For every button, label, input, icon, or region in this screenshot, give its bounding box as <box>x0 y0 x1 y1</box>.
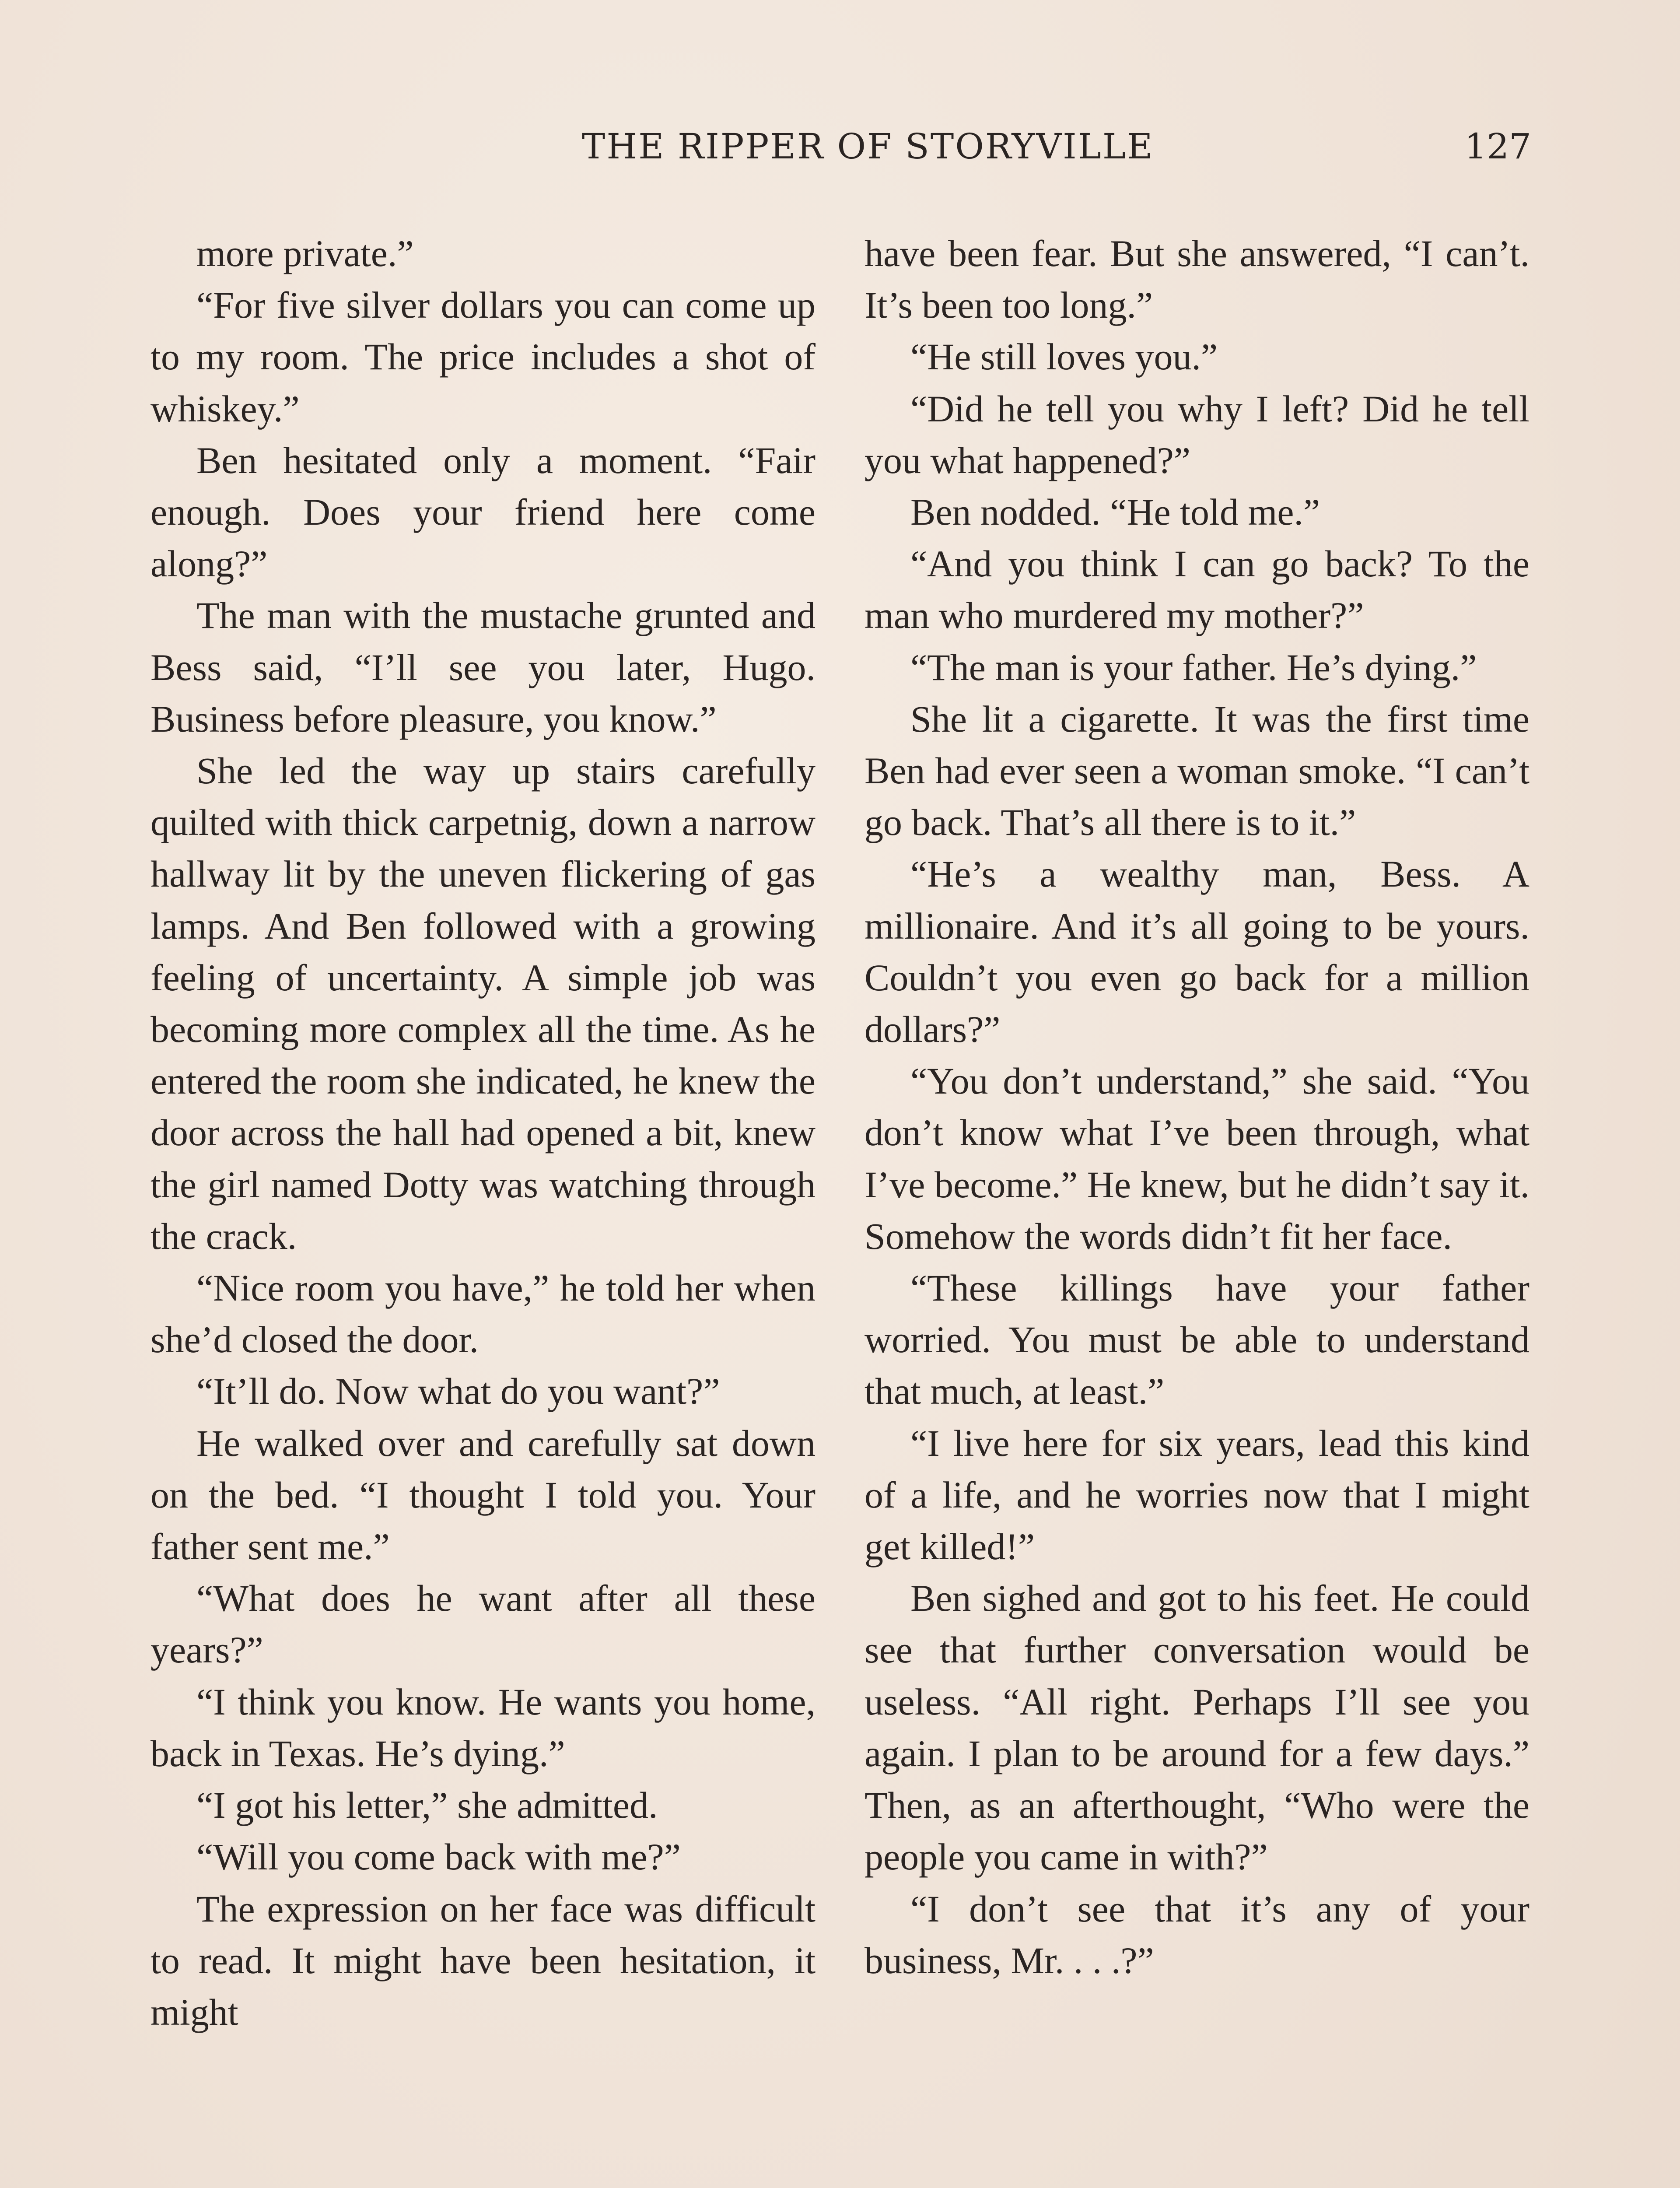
paragraph: She led the way up stairs carefully quilted with thick carpetnig, down a narrow hallway lit by the uneven flickering of gas lamps. And Ben followed with a growing feeling of uncertainty. A simple job was becoming more complex all the time. As he entered the room she indicated, he knew the door across the hall had opened a bit, knew the girl named Dotty was watching through the crack. <box>150 750 816 1257</box>
paragraph: The man with the mustache grunted and Bess said, “I’ll see you later, Hugo. Business before pleasure, you know.” <box>150 594 816 740</box>
paragraph: “What does he want after all these years?” <box>150 1577 816 1671</box>
page-number: 127 <box>1464 126 1531 167</box>
paragraph: “I live here for six years, lead this kind of a life, and he worries now that I might get killed!” <box>864 1422 1530 1568</box>
left-column <box>150 228 816 2038</box>
running-title: THE RIPPER OF STORYVILLE <box>582 126 1154 167</box>
paragraph: have been fear. But she answered, “I can’t. It’s been too long.” <box>864 232 1530 326</box>
paragraph: “For five silver dollars you can come up to my room. The price includes a shot of whiskey.” <box>150 284 816 430</box>
paragraph: “He still loves you.” <box>910 336 1218 378</box>
paragraph: Ben nodded. “He told me.” <box>910 491 1320 533</box>
paragraph: “The man is your father. He’s dying.” <box>910 646 1477 688</box>
paragraph: The expression on her face was difficult to read. It might have been hesitation, it might <box>150 1887 816 2033</box>
paragraph: “These killings have your father worried. You must be able to understand that much, at least.” <box>864 1267 1530 1413</box>
paragraph: “I don’t see that it’s any of your business, Mr. . . .?” <box>864 1887 1530 1981</box>
paragraph: “And you think I can go back? To the man who murdered my mother?” <box>864 543 1530 637</box>
paragraph: “I got his letter,” she admitted. <box>196 1784 658 1827</box>
paragraph: “It’ll do. Now what do you want?” <box>196 1370 720 1413</box>
right-column <box>864 228 1530 1986</box>
paragraph: She lit a cigarette. It was the first time Ben had ever seen a woman smoke. “I can’t go back. That’s all there is to it.” <box>864 698 1530 844</box>
paragraph: more private.” <box>196 232 414 274</box>
paragraph: He walked over and carefully sat down on the bed. “I thought I told you. Your father sent me.” <box>150 1422 816 1568</box>
paragraph: Ben hesitated only a moment. “Fair enough. Does your friend here come along?” <box>150 439 816 585</box>
paragraph: “I think you know. He wants you home, back in Texas. He’s dying.” <box>150 1680 816 1774</box>
paragraph: “He’s a wealthy man, Bess. A millionaire. And it’s all going to be yours. Couldn’t you even go back for a million dollars?” <box>864 853 1530 1051</box>
running-head <box>144 126 1531 179</box>
paragraph: “Will you come back with me?” <box>196 1836 681 1878</box>
paragraph: “You don’t understand,” she said. “You don’t know what I’ve been through, what I’ve become.” He knew, but he didn’t say it. Somehow the words didn’t fit her face. <box>864 1060 1530 1257</box>
paragraph: Ben sighed and got to his feet. He could see that further conversation would be useless. “All right. Perhaps I’ll see you again. I plan to be around for a few days.” Then, as an afterthought, “Who were the people you came in with?” <box>864 1577 1530 1878</box>
paragraph: “Nice room you have,” he told her when she’d closed the door. <box>150 1267 816 1361</box>
paragraph: “Did he tell you why I left? Did he tell you what happened?” <box>864 387 1530 481</box>
